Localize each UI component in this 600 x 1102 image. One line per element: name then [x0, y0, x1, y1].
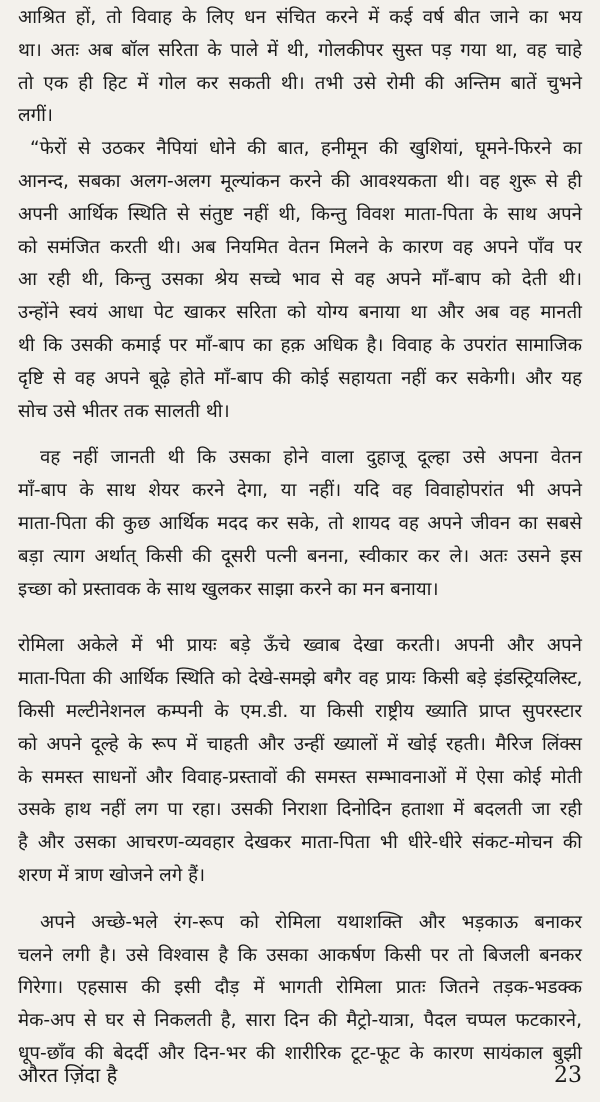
page-number: 23	[554, 1063, 582, 1088]
page-footer	[18, 1061, 582, 1088]
text-line: माँ-बाप के साथ शेयर करने देगा, या नहीं। यदि वह विवाहोपरांत भी अपने	[18, 480, 582, 502]
text-line: धूप-छाँव की बेदर्दी और दिन-भर की शारीरिक टूट-फूट के कारण सायंकाल बुझी	[18, 1042, 582, 1064]
text-line: चलने लगी है। उसे विश्वास है कि उसका आकर्षण किसी पर तो बिजली बनकर	[18, 944, 582, 966]
text-line: के समस्त साधनों और विवाह-प्रस्तावों की समस्त सम्भावनाओं में ऐसा कोई मोती	[18, 766, 582, 788]
text-line: तो एक ही हिट में गोल कर सकती थी। तभी उसे रोमी की अन्तिम बातें चुभने	[18, 72, 582, 94]
paragraph-1	[18, 2, 582, 133]
paragraph-spacer	[18, 428, 582, 442]
text-line: आनन्द, सबका अलग-अलग मूल्यांकन करने की आवश्यकता थी। वह शुरू से ही	[18, 170, 582, 192]
paragraph-5	[18, 907, 582, 1071]
text-line: दृष्टि से वह अपने बूढ़े होते माँ-बाप की कोई सहायता नहीं कर सकेगी। और यह	[18, 367, 582, 389]
text-line: मेक-अप से घर से निकलती है, सारा दिन की मैट्रो-यात्रा, पैदल चप्पल फटकारने,	[18, 1010, 582, 1032]
text-line: आ रही थी, किन्तु उसका श्रेय सच्चे भाव से वह अपने माँ-बाप को देती थी।	[18, 269, 582, 291]
text-line: को समंजित करती थी। अब नियमित वेतन मिलने के कारण वह अपने पाँव पर	[18, 236, 582, 258]
text-line: था। अतः अब बॉल सरिता के पाले में थी, गोलकीपर सुस्त पड़ गया था, वह चाहे	[18, 39, 582, 61]
body-text	[18, 2, 582, 1071]
text-line: बड़ा त्याग अर्थात् किसी की दूसरी पत्नी बनना, स्वीकार कर ले। अतः उसने इस	[18, 545, 582, 567]
text-line: को अपने दूल्हे के रूप में चाहती और उन्हीं ख्यालों में खोई रहती। मैरिज लिंक्स	[18, 733, 582, 755]
text-line: माता-पिता की आर्थिक स्थिति को देखे-समझे बगैर वह प्रायः किसी बड़े इंडस्ट्रियलिस्ट,	[18, 668, 582, 690]
text-line: वह नहीं जानती थी कि उसका होने वाला दुहाजू दूल्हा उसे अपना वेतन	[40, 447, 582, 469]
text-line: इच्छा को प्रस्तावक के साथ खुलकर साझा करने का मन बनाया।	[18, 578, 439, 600]
paragraph-2-body	[18, 166, 582, 428]
text-line: अपनी आर्थिक स्थिति से संतुष्ट नहीं थी, किन्तु विवश माता-पिता के साथ अपने	[18, 203, 582, 225]
paragraph-spacer	[18, 893, 582, 907]
text-line: आश्रित हों, तो विवाह के लिए धन संचित करने में कई वर्ष बीत जाने का भय	[18, 7, 582, 28]
running-book-title: औरत ज़िंदा है	[18, 1063, 118, 1087]
text-line: किसी मल्टीनेशनल कम्पनी के एम.डी. या किसी राष्ट्रीय ख्याति प्राप्त सुपरस्टार	[18, 700, 582, 722]
text-line: थी कि उसकी कमाई पर माँ-बाप का हक़ अधिक है। विवाह के उपरांत सामाजिक	[18, 334, 582, 356]
text-line: उसके हाथ नहीं लग पा रहा। उसकी निराशा दिनोदिन हताशा में बदलती जा रही	[18, 799, 582, 821]
text-line: उन्होंने स्वयं आधा पेट खाकर सरिता को योग्य बनाया था और अब वह मानती	[18, 302, 582, 324]
text-line: माता-पिता की कुछ आर्थिक मदद कर सके, तो शायद वह अपने जीवन का सबसे	[18, 512, 582, 534]
text-line: लगीं।	[18, 105, 53, 127]
paragraph-3	[18, 442, 582, 606]
text-line: रोमिला अकेले में भी प्रायः बड़े ऊँचे ख्वाब देखा करती। अपनी और अपने	[18, 635, 582, 657]
text-line: है और उसका आचरण-व्यवहार देखकर माता-पिता भी धीरे-धीरे संकट-मोचन की	[18, 832, 582, 854]
text-line: अपने अच्छे-भले रंग-रूप को रोमिला यथाशक्ति और भड़काऊ बनाकर	[40, 911, 582, 933]
section-spacer	[18, 606, 582, 630]
paragraph-4	[18, 630, 582, 892]
text-line: “फेरों से उठकर नैपियां धोने की बात, हनीमून की खुशियां, घूमने-फिरने का	[30, 138, 582, 160]
text-line: सोच उसे भीतर तक सालती थी।	[18, 400, 230, 422]
text-line: गिरेगा। एहसास की इसी दौड़ में भागती रोमिला प्रातः जितने तड़क-भडक्क	[18, 977, 582, 999]
text-line: शरण में त्राण खोजने लगे हैं।	[18, 864, 206, 886]
paragraph-2	[18, 133, 582, 166]
